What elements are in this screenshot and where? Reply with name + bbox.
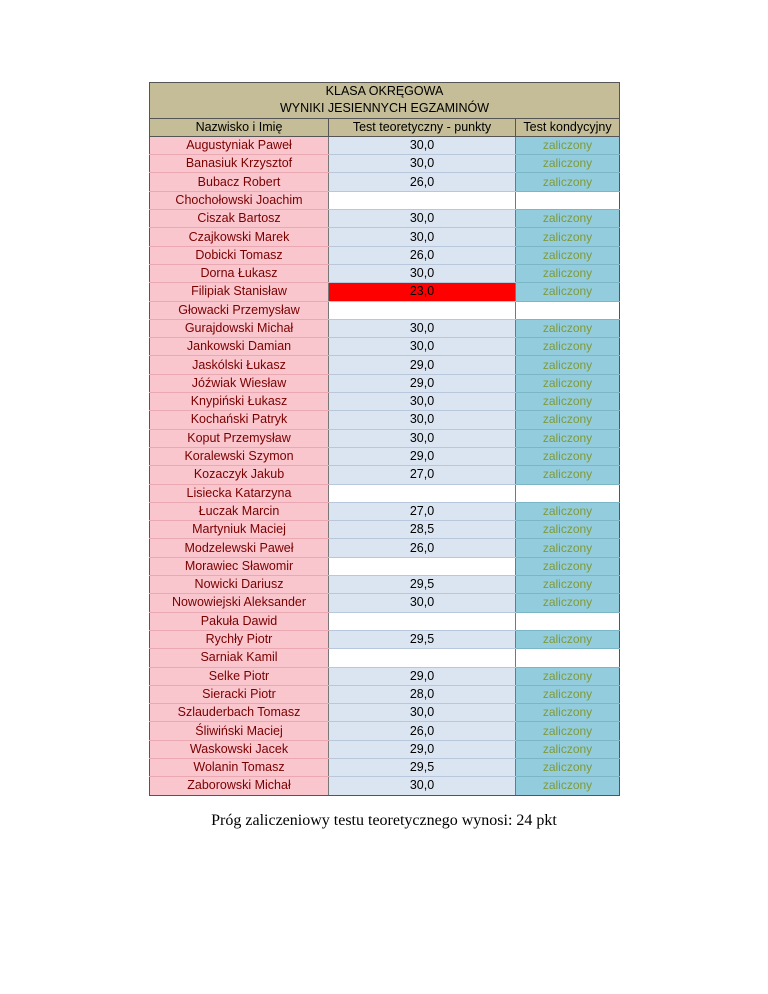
table-row xyxy=(150,502,620,520)
fitness-result: zaliczony xyxy=(516,338,620,356)
table-row xyxy=(150,539,620,557)
fitness-result: zaliczony xyxy=(516,576,620,594)
candidate-name: Głowacki Przemysław xyxy=(150,301,329,319)
candidate-name: Selke Piotr xyxy=(150,667,329,685)
table-row xyxy=(150,429,620,447)
fitness-result xyxy=(516,612,620,630)
table-row xyxy=(150,704,620,722)
theory-points: 29,0 xyxy=(329,374,516,392)
table-row xyxy=(150,722,620,740)
fitness-result: zaliczony xyxy=(516,557,620,575)
fitness-result xyxy=(516,191,620,209)
results-table xyxy=(149,82,620,796)
fitness-result: zaliczony xyxy=(516,722,620,740)
theory-points: 29,5 xyxy=(329,758,516,776)
results-body xyxy=(150,136,620,795)
candidate-name: Augustyniak Paweł xyxy=(150,136,329,154)
candidate-name: Kozaczyk Jakub xyxy=(150,466,329,484)
candidate-name: Wolanin Tomasz xyxy=(150,758,329,776)
theory-points xyxy=(329,557,516,575)
candidate-name: Knypiński Łukasz xyxy=(150,393,329,411)
candidate-name: Modzelewski Paweł xyxy=(150,539,329,557)
table-title: KLASA OKRĘGOWA xyxy=(150,83,620,101)
theory-points: 30,0 xyxy=(329,411,516,429)
fitness-result: zaliczony xyxy=(516,136,620,154)
fitness-result: zaliczony xyxy=(516,374,620,392)
theory-points: 27,0 xyxy=(329,466,516,484)
candidate-name: Chochołowski Joachim xyxy=(150,191,329,209)
candidate-name: Morawiec Sławomir xyxy=(150,557,329,575)
theory-points: 26,0 xyxy=(329,173,516,191)
fitness-result: zaliczony xyxy=(516,228,620,246)
table-row xyxy=(150,246,620,264)
theory-points: 28,0 xyxy=(329,685,516,703)
fitness-result: zaliczony xyxy=(516,411,620,429)
theory-points: 30,0 xyxy=(329,393,516,411)
table-row xyxy=(150,210,620,228)
theory-points: 29,0 xyxy=(329,740,516,758)
theory-points: 30,0 xyxy=(329,704,516,722)
candidate-name: Dobicki Tomasz xyxy=(150,246,329,264)
theory-points: 30,0 xyxy=(329,228,516,246)
table-row xyxy=(150,758,620,776)
candidate-name: Szlauderbach Tomasz xyxy=(150,704,329,722)
candidate-name: Dorna Łukasz xyxy=(150,264,329,282)
table-row xyxy=(150,740,620,758)
table-row xyxy=(150,283,620,301)
results-sheet xyxy=(149,82,619,796)
theory-points: 30,0 xyxy=(329,319,516,337)
theory-points: 30,0 xyxy=(329,338,516,356)
table-row xyxy=(150,319,620,337)
candidate-name: Rychły Piotr xyxy=(150,630,329,648)
fitness-result xyxy=(516,301,620,319)
candidate-name: Bubacz Robert xyxy=(150,173,329,191)
theory-points: 26,0 xyxy=(329,246,516,264)
candidate-name: Banasiuk Krzysztof xyxy=(150,155,329,173)
candidate-name: Ciszak Bartosz xyxy=(150,210,329,228)
theory-points xyxy=(329,484,516,502)
title-row xyxy=(150,83,620,101)
table-row xyxy=(150,356,620,374)
table-row xyxy=(150,777,620,795)
fitness-result: zaliczony xyxy=(516,758,620,776)
table-row xyxy=(150,447,620,465)
theory-points: 30,0 xyxy=(329,155,516,173)
fitness-result: zaliczony xyxy=(516,740,620,758)
candidate-name: Nowicki Dariusz xyxy=(150,576,329,594)
fitness-result: zaliczony xyxy=(516,630,620,648)
theory-points: 23,0 xyxy=(329,283,516,301)
column-header-fitness: Test kondycyjny xyxy=(516,118,620,136)
table-row xyxy=(150,466,620,484)
fitness-result: zaliczony xyxy=(516,466,620,484)
candidate-name: Pakuła Dawid xyxy=(150,612,329,630)
candidate-name: Jóźwiak Wiesław xyxy=(150,374,329,392)
theory-points xyxy=(329,649,516,667)
fitness-result: zaliczony xyxy=(516,356,620,374)
column-header-name: Nazwisko i Imię xyxy=(150,118,329,136)
table-row xyxy=(150,484,620,502)
table-row xyxy=(150,667,620,685)
table-row xyxy=(150,393,620,411)
fitness-result: zaliczony xyxy=(516,264,620,282)
table-row xyxy=(150,594,620,612)
theory-points: 27,0 xyxy=(329,502,516,520)
fitness-result: zaliczony xyxy=(516,393,620,411)
candidate-name: Sarniak Kamil xyxy=(150,649,329,667)
candidate-name: Lisiecka Katarzyna xyxy=(150,484,329,502)
theory-points: 28,5 xyxy=(329,521,516,539)
subtitle-row xyxy=(150,100,620,118)
table-row xyxy=(150,264,620,282)
table-row xyxy=(150,521,620,539)
fitness-result xyxy=(516,649,620,667)
fitness-result: zaliczony xyxy=(516,246,620,264)
candidate-name: Koput Przemysław xyxy=(150,429,329,447)
candidate-name: Czajkowski Marek xyxy=(150,228,329,246)
theory-points: 29,5 xyxy=(329,630,516,648)
fitness-result: zaliczony xyxy=(516,594,620,612)
candidate-name: Filipiak Stanisław xyxy=(150,283,329,301)
fitness-result: zaliczony xyxy=(516,667,620,685)
fitness-result: zaliczony xyxy=(516,283,620,301)
theory-points: 29,0 xyxy=(329,447,516,465)
candidate-name: Jankowski Damian xyxy=(150,338,329,356)
fitness-result: zaliczony xyxy=(516,155,620,173)
column-header-points: Test teoretyczny - punkty xyxy=(329,118,516,136)
fitness-result: zaliczony xyxy=(516,502,620,520)
theory-points: 29,0 xyxy=(329,356,516,374)
candidate-name: Łuczak Marcin xyxy=(150,502,329,520)
table-row xyxy=(150,173,620,191)
theory-points: 30,0 xyxy=(329,429,516,447)
fitness-result: zaliczony xyxy=(516,319,620,337)
candidate-name: Waskowski Jacek xyxy=(150,740,329,758)
candidate-name: Zaborowski Michał xyxy=(150,777,329,795)
fitness-result: zaliczony xyxy=(516,704,620,722)
theory-points: 29,0 xyxy=(329,667,516,685)
column-header-row xyxy=(150,118,620,136)
table-row xyxy=(150,338,620,356)
candidate-name: Martyniuk Maciej xyxy=(150,521,329,539)
theory-points: 26,0 xyxy=(329,722,516,740)
fitness-result: zaliczony xyxy=(516,777,620,795)
table-row xyxy=(150,576,620,594)
fitness-result: zaliczony xyxy=(516,539,620,557)
table-row xyxy=(150,191,620,209)
candidate-name: Nowowiejski Aleksander xyxy=(150,594,329,612)
fitness-result: zaliczony xyxy=(516,429,620,447)
table-row xyxy=(150,411,620,429)
table-row xyxy=(150,630,620,648)
theory-points: 30,0 xyxy=(329,777,516,795)
theory-points: 30,0 xyxy=(329,264,516,282)
pass-threshold-note: Próg zaliczeniowy testu teoretycznego wynosi: 24 pkt xyxy=(211,812,557,829)
fitness-result: zaliczony xyxy=(516,521,620,539)
table-row xyxy=(150,649,620,667)
table-row xyxy=(150,136,620,154)
table-row xyxy=(150,685,620,703)
fitness-result: zaliczony xyxy=(516,210,620,228)
table-row xyxy=(150,155,620,173)
table-row xyxy=(150,612,620,630)
theory-points: 30,0 xyxy=(329,136,516,154)
theory-points xyxy=(329,301,516,319)
theory-points: 29,5 xyxy=(329,576,516,594)
candidate-name: Kochański Patryk xyxy=(150,411,329,429)
theory-points xyxy=(329,612,516,630)
table-row xyxy=(150,374,620,392)
fitness-result xyxy=(516,484,620,502)
table-row xyxy=(150,301,620,319)
candidate-name: Śliwiński Maciej xyxy=(150,722,329,740)
table-row xyxy=(150,228,620,246)
theory-points: 30,0 xyxy=(329,594,516,612)
candidate-name: Jaskólski Łukasz xyxy=(150,356,329,374)
candidate-name: Gurajdowski Michał xyxy=(150,319,329,337)
table-row xyxy=(150,557,620,575)
table-subtitle: WYNIKI JESIENNYCH EGZAMINÓW xyxy=(150,100,620,118)
theory-points: 30,0 xyxy=(329,210,516,228)
theory-points xyxy=(329,191,516,209)
fitness-result: zaliczony xyxy=(516,685,620,703)
candidate-name: Sieracki Piotr xyxy=(150,685,329,703)
fitness-result: zaliczony xyxy=(516,173,620,191)
theory-points: 26,0 xyxy=(329,539,516,557)
fitness-result: zaliczony xyxy=(516,447,620,465)
candidate-name: Koralewski Szymon xyxy=(150,447,329,465)
